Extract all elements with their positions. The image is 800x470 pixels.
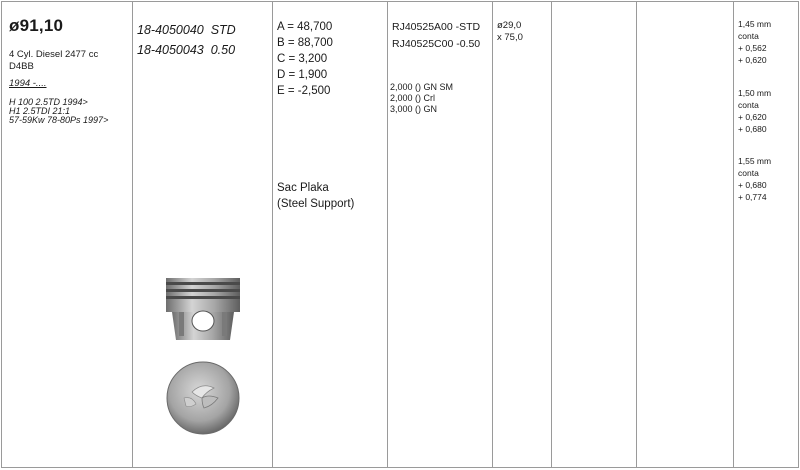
pin-column: [493, 2, 552, 467]
gasket-thickness: 1,45 mm: [738, 19, 772, 29]
dimension-b: B = 88,700: [277, 37, 333, 49]
dimension-e: E = -2,500: [277, 85, 331, 97]
ring-code: RJ40525A00 -STD: [392, 21, 481, 33]
pin-size: [497, 20, 523, 44]
ring-spec: 2,000 () Crl: [390, 93, 436, 103]
protrusion-low: + 0,562: [738, 43, 767, 53]
application-item: H1 2.5TDI 21:1: [9, 106, 71, 116]
ring-spec: 2,000 () GN SM: [390, 82, 454, 92]
piston-side-view: [166, 278, 240, 340]
pin-diameter: ø29,0: [497, 20, 522, 31]
dimension-list: [277, 19, 333, 99]
model-year: 1994 -....: [9, 78, 47, 89]
dimension-d: D = 1,900: [277, 69, 328, 81]
application-item: H 100 2.5TD 1994>: [9, 97, 88, 107]
gasket-label: conta: [738, 168, 759, 178]
bore-diameter-title: ø91,10: [9, 16, 64, 35]
application-item: 57-59Kw 78-80Ps 1997>: [9, 115, 109, 125]
dimension-c: C = 3,200: [277, 53, 328, 65]
clearance-group: [738, 87, 771, 135]
ring-spec-list: [390, 82, 453, 115]
dimension-a: A = 48,700: [277, 21, 333, 33]
engine-info-column: [2, 2, 133, 467]
dimensions-column: [273, 2, 388, 467]
vehicle-applications: [9, 98, 108, 125]
protrusion-low: + 0,620: [738, 112, 767, 122]
empty-column-7: [637, 2, 734, 467]
gasket-label: conta: [738, 31, 759, 41]
protrusion-high: + 0,774: [738, 192, 767, 202]
gasket-thickness: 1,50 mm: [738, 88, 772, 98]
part-number-row: [137, 20, 236, 40]
empty-column-6: [552, 2, 637, 467]
engine-description: [9, 49, 98, 73]
ring-code-list: [392, 19, 480, 53]
part-number-row: [137, 40, 236, 60]
support-name: Sac Plaka: [277, 182, 329, 194]
part-size: 0.50: [210, 43, 236, 57]
part-size: STD: [210, 23, 236, 37]
clearance-group: [738, 18, 771, 66]
ring-code: RJ40525C00 -0.50: [392, 38, 481, 50]
protrusion-low: + 0,680: [738, 180, 767, 190]
part-number-list: [137, 20, 236, 60]
gasket-label: conta: [738, 100, 759, 110]
protrusion-high: + 0,620: [738, 55, 767, 65]
protrusion-high: + 0,680: [738, 124, 767, 134]
engine-code: D4BB: [9, 61, 34, 72]
support-type: [277, 180, 354, 212]
pin-length: x 75,0: [497, 32, 523, 43]
engine-type: 4 Cyl. Diesel 2477 cc: [9, 49, 99, 60]
piston-top-view: [167, 362, 239, 434]
clearance-column: [734, 2, 800, 467]
ring-spec: 3,000 () GN: [390, 104, 438, 114]
clearance-group: [738, 155, 771, 203]
part-number: 18-4050043: [137, 43, 204, 57]
support-name-en: (Steel Support): [277, 198, 355, 210]
piston-spec-sheet: [1, 1, 799, 468]
part-number: 18-4050040: [137, 23, 204, 37]
piston-image: [162, 274, 244, 444]
ring-set-column: [388, 2, 493, 467]
gasket-thickness: 1,55 mm: [738, 156, 772, 166]
